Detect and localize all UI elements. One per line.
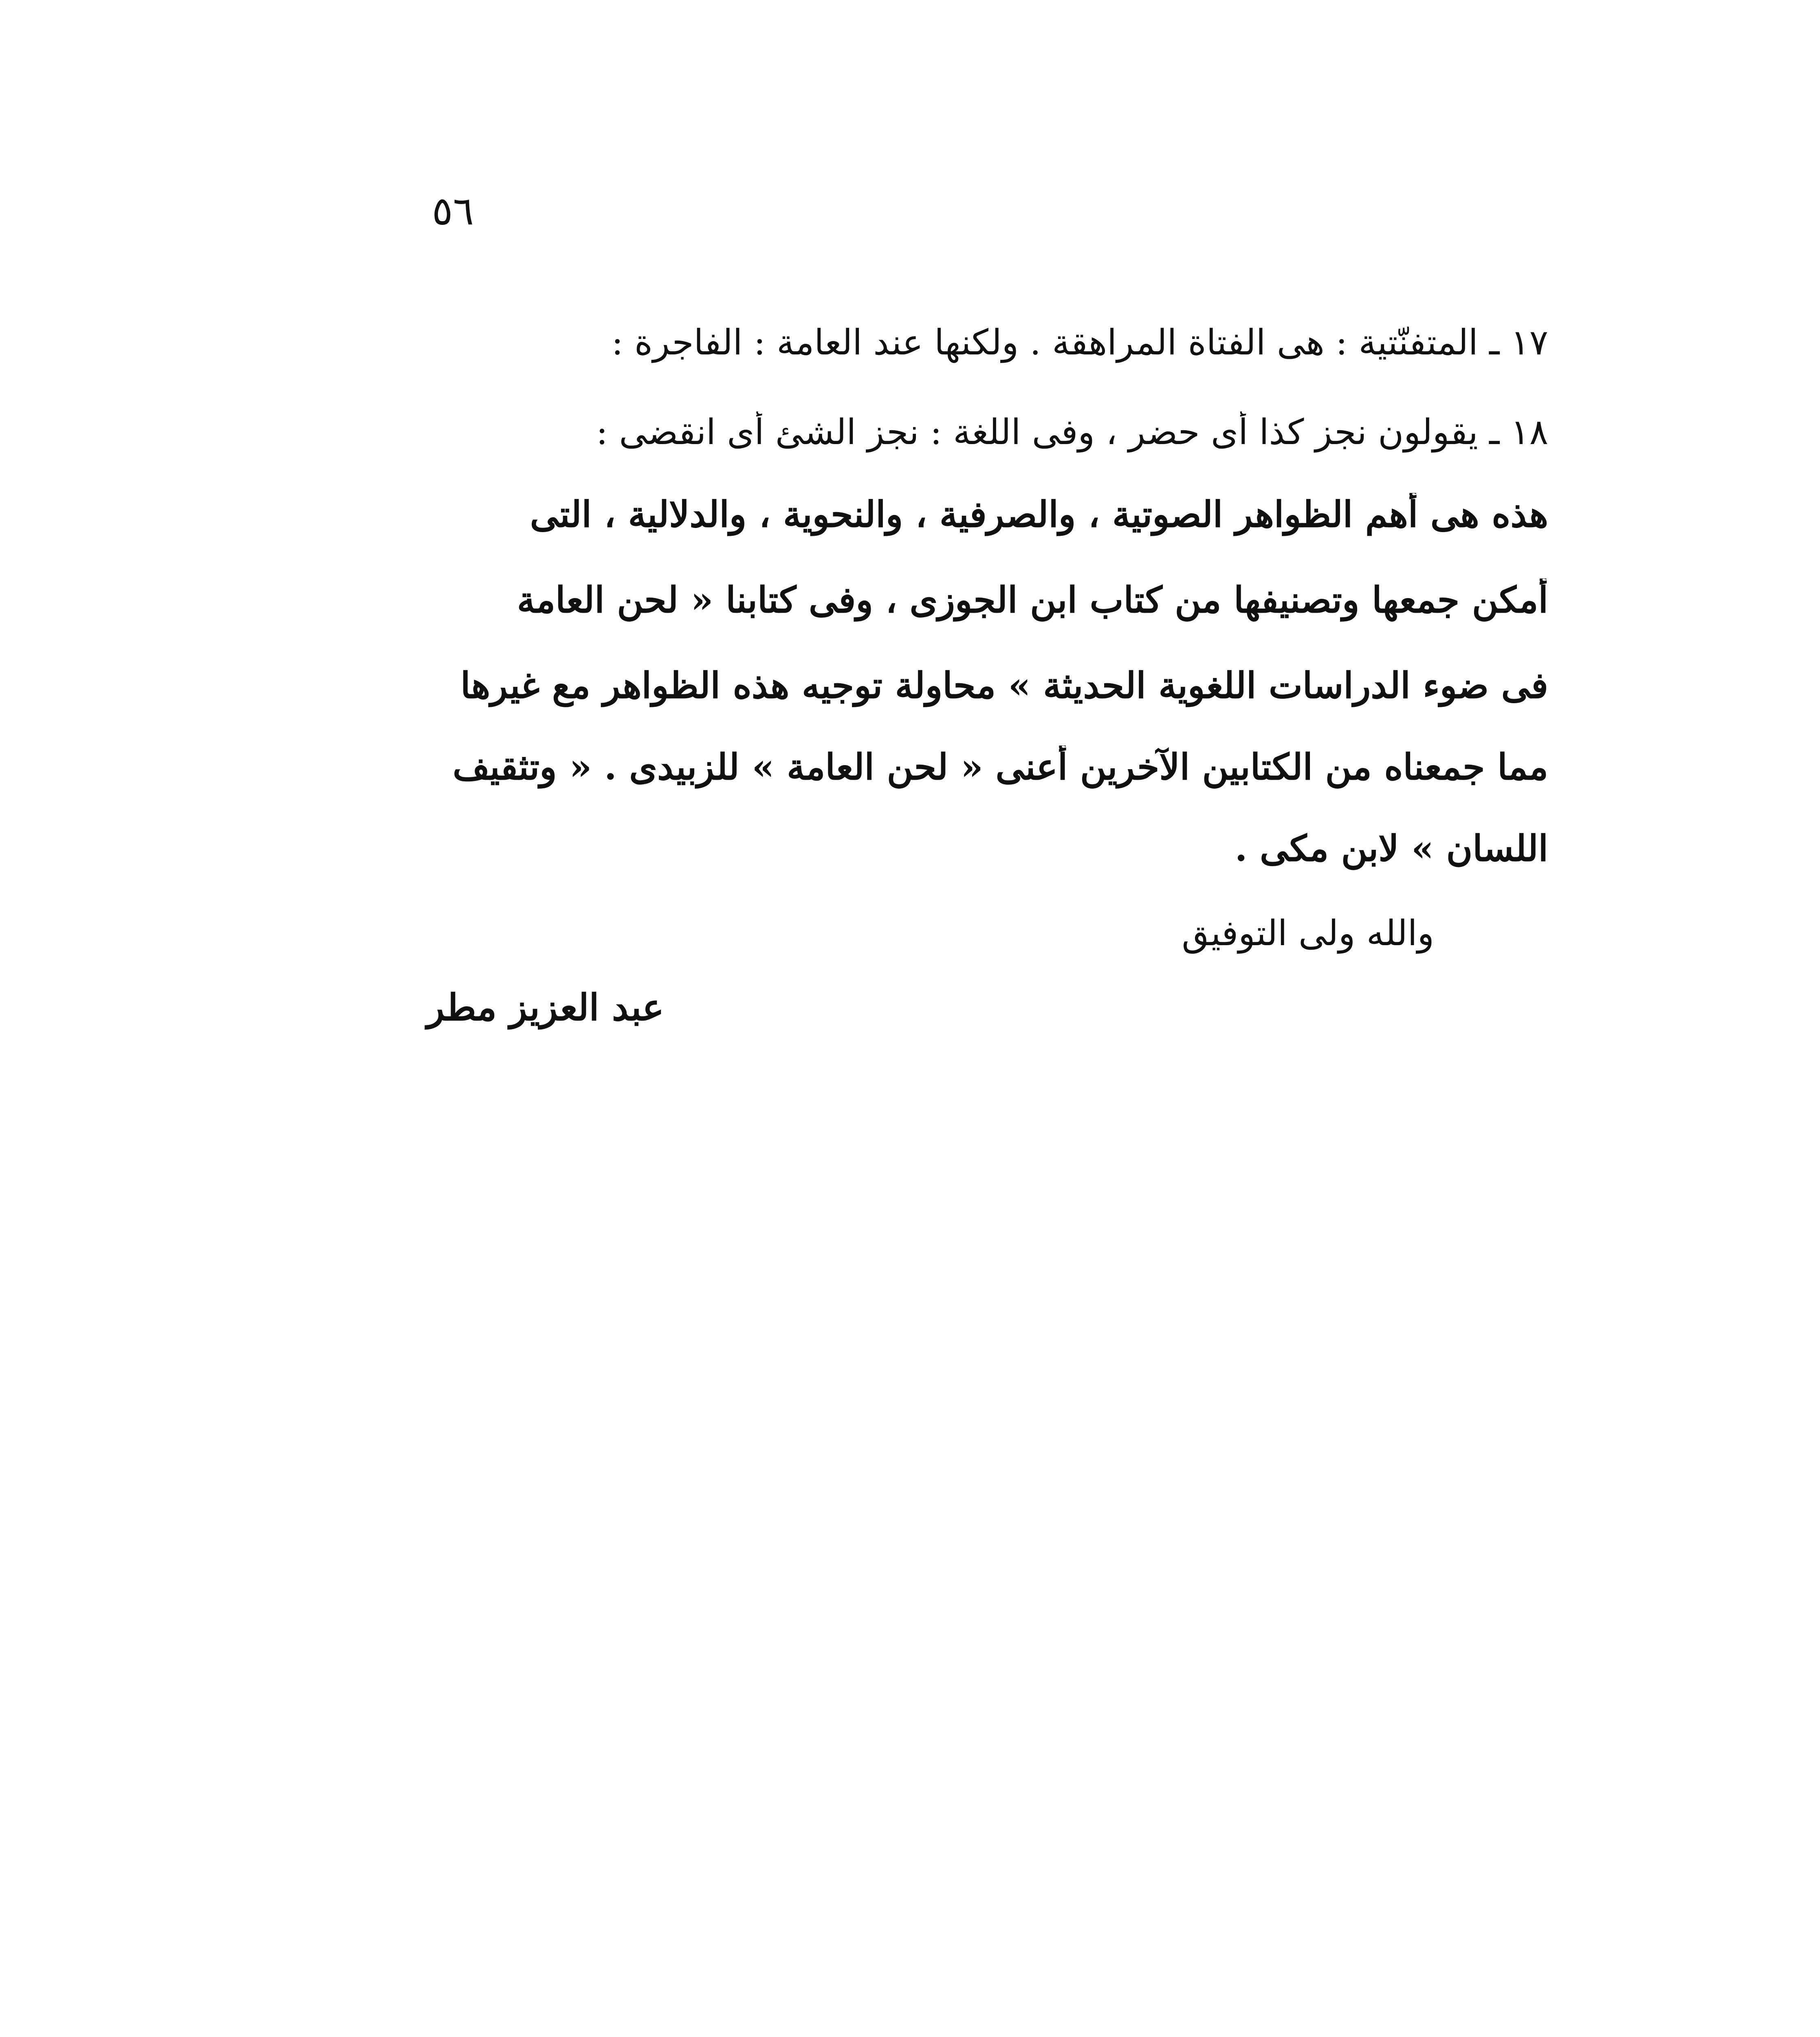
text-line-paragraph-4: مما جمعناه من الكتابين الآخرين أعنى « لحن العامة » للزبيدى . « وتثقيف — [452, 746, 1548, 788]
closing-phrase: والله ولى التوفيق — [1182, 913, 1434, 954]
text-line-paragraph-3: فى ضوء الدراسات اللغوية الحديثة » محاولة توجيه هذه الظواهر مع غيرها — [460, 664, 1548, 706]
author-signature: عبد العزيز مطر — [427, 986, 664, 1029]
text-line-paragraph-5: اللسان » لابن مكى . — [1235, 827, 1548, 869]
text-line-paragraph-1: هذه هى أهم الظواهر الصوتية ، والصرفية ، والنحوية ، والدلالية ، التى — [530, 493, 1548, 535]
text-line-17: ١٧ ـ المتفنّتية : هى الفتاة المراهقة . ولكنها عند العامة : الفاجرة : — [611, 322, 1548, 363]
text-line-paragraph-2: أمكن جمعها وتصنيفها من كتاب ابن الجوزى ، وفى كتابنا « لحن العامة — [517, 579, 1548, 621]
page-number: ٥٦ — [432, 188, 474, 234]
text-line-18: ١٨ ـ يقولون نجز كذا أى حضر ، وفى اللغة : نجز الشئ أى انقضى : — [596, 412, 1548, 453]
